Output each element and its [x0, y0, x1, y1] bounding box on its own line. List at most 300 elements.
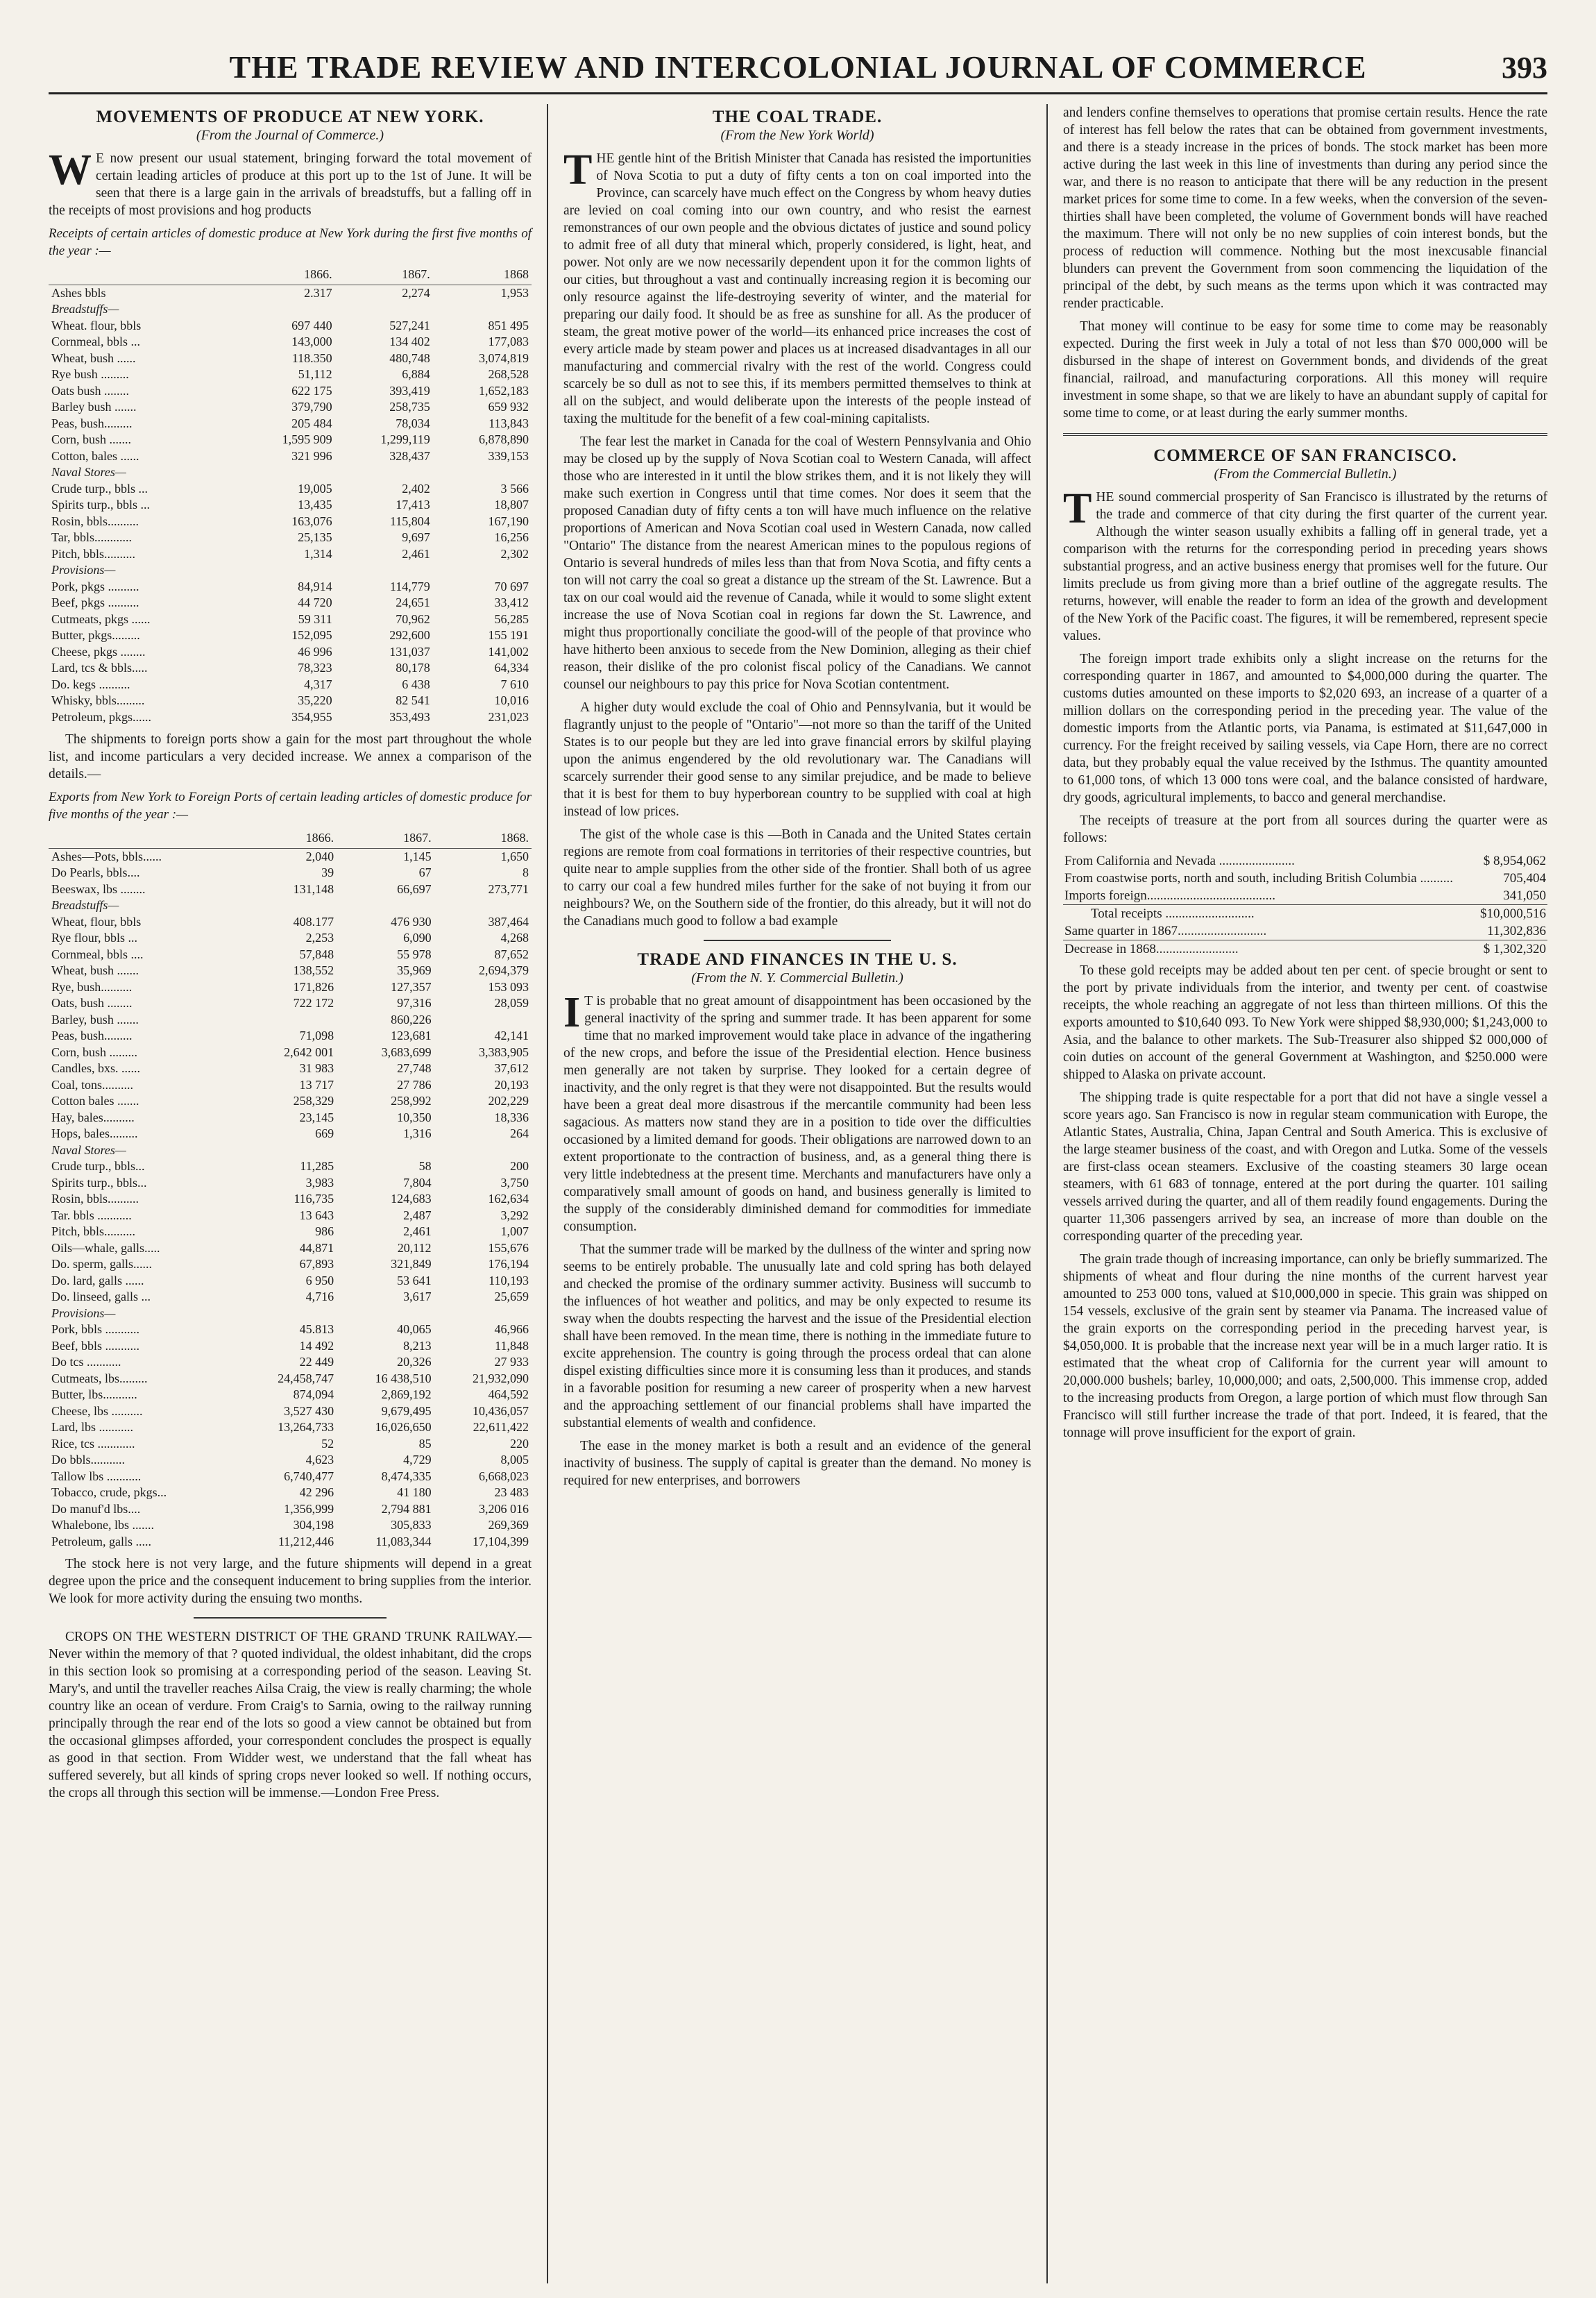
table-row: [1063, 922, 1547, 940]
table-row: [49, 881, 532, 898]
table-row: [49, 865, 532, 881]
row-label: Do Pearls, bbls....: [51, 865, 140, 879]
row-value: 22,611,422: [473, 1420, 529, 1434]
table-row: [49, 660, 532, 677]
row-value: 11,285: [300, 1159, 334, 1173]
row-value: 141,002: [488, 644, 529, 659]
table-row: [49, 1517, 532, 1534]
article-paragraph: The shipments to foreign ports show a gain for the most part throughout the whole list, and income particulars a very decided increase. We annex a comparison of the details.—: [49, 732, 532, 782]
table-row: [49, 1321, 532, 1338]
table-header-year: 1868.: [434, 829, 532, 848]
row-value: 23,145: [299, 1110, 334, 1124]
paragraph-text: T is probable that no great amount of disappointment has been occasioned by the general inactivity of the spring and summer trade. It has been apparent for some time that no marked improvement would take place in advance of the ingathering of the new crops, and before the issue of the Presidential election. Hence business men generally are not taken by surprise. They looked for a certain degree of inactivity, and the only regret is that they were not disappointed. But the results would have been a great deal more disastrous if the mercantile community had been less sagacious. As matters now stand they are in a position to tide over the difficulties occasioned by a limited demand for goods. Their obligations are narrowed down to an extent proportionate to the contraction of business, and, as a general thing there is very little indebtedness at the present time. Merchants and manufacturers have only a comparatively small amount of goods on hand, and business generally is limited to the supply of the considerably diminished demand for commodities for immediate consumption.: [563, 994, 1031, 1234]
row-value: 1,595 909: [282, 432, 332, 446]
row-value: 231,023: [488, 709, 529, 724]
row-label: Cotton, bales ......: [51, 448, 139, 463]
table-row: [1063, 870, 1547, 887]
table-row: [49, 644, 532, 661]
row-value: 1,652,183: [479, 383, 529, 398]
row-value: 18,807: [494, 498, 529, 512]
drop-cap: T: [1063, 485, 1092, 532]
row-value: 3 566: [500, 481, 529, 496]
row-value: 986: [315, 1224, 334, 1238]
article-paragraph: The grain trade though of increasing importance, can only be briefly summarized. The shipments of wheat and flour during the nine months of the current harvest year amounted to 253 000 tons, valued at $10,000,000 in specie. This grain was shipped on 154 vessels, exclusive of the grain sent by steamer via Panama. The increased value of the grain exports on the corresponding period in the preceding harvest year, is $4,050,000. It is probable that the increase next year will be in a much larger ratio. It is estimated that the wheat crop of California for the current year will amount to 20,000.000 bushels; barley, 10,000,000; and oats, 2,500,000. This immense crop, added to the increasing products from Oregon, a large portion of which must flow through San Francisco will still further increase the trade of that port. Indeed, it is feared, that the tonnage will prove insufficient for the export of grain.: [1063, 1252, 1547, 1440]
row-value: 13 717: [299, 1077, 334, 1092]
row-label: Breadstuffs—: [51, 302, 119, 316]
row-value: [433, 562, 532, 579]
table-row: [49, 432, 532, 448]
row-label: Tallow lbs ...........: [51, 1469, 142, 1483]
row-label: Cheese, pkgs ........: [51, 644, 146, 659]
table-row: [49, 1061, 532, 1077]
row-value: 2,402: [402, 481, 430, 496]
row-label: Corn, bush .......: [51, 432, 132, 446]
row-label: Cornmeal, bbls ...: [51, 335, 140, 348]
table-row: [49, 1175, 532, 1192]
row-value: 1,299,119: [380, 432, 430, 446]
table-header-row: [49, 829, 532, 848]
running-head: [49, 49, 1547, 94]
row-value: 35,969: [397, 963, 432, 977]
row-value: [335, 464, 433, 481]
row-value: [236, 301, 334, 318]
article-source: (From the N. Y. Commercial Bulletin.): [691, 970, 903, 986]
table-row: [1063, 852, 1547, 870]
row-value: 851 495: [488, 318, 529, 332]
article-source: (From the Journal of Commerce.): [196, 128, 384, 143]
table-row: [49, 1191, 532, 1208]
row-value: 476 930: [391, 914, 432, 929]
row-value: 408.177: [293, 914, 334, 929]
table-row: [49, 914, 532, 931]
row-value: 20,326: [397, 1355, 432, 1369]
row-value: 6,740,477: [284, 1469, 334, 1483]
row-value: 4,716: [305, 1290, 334, 1303]
running-title: THE TRADE REVIEW AND INTERCOLONIAL JOURNAL OF COMMERCE: [229, 49, 1367, 85]
row-label: Same quarter in 1867...........................: [1064, 924, 1267, 938]
row-label: Candles, bxs. ......: [51, 1061, 140, 1075]
table-row: [49, 481, 532, 498]
row-value: 205 484: [291, 416, 332, 430]
row-value: 8,474,335: [381, 1469, 432, 1483]
article-paragraph: The gist of the whole case is this —Both in Canada and the United States certain regions are remote from coal formations in territories of their respective countries, but quite near to ample supplies from the other side of the frontier. Shall both of us agree to carry our coal a few hundred miles further for the sake of not buying it from our neighbours? We, on the Southern side of the frontier, do this already, but it will not do the Canadians much good to follow a bad example: [563, 827, 1031, 929]
row-value: 17,104,399: [473, 1534, 529, 1548]
row-value: 3,074,819: [479, 350, 529, 365]
row-label: Petroleum, galls .....: [51, 1534, 151, 1548]
row-value: 2,274: [402, 285, 430, 300]
row-label: Beef, bbls ...........: [51, 1338, 139, 1353]
row-value: 480,748: [389, 350, 430, 365]
row-label: Whisky, bbls.........: [51, 693, 145, 707]
row-value: 4,317: [304, 677, 332, 691]
article-heading-trade-finances: TRADE AND FINANCES IN THE U. S.: [637, 950, 958, 969]
row-value: 697 440: [291, 318, 332, 332]
drop-cap: I: [563, 989, 581, 1036]
row-value: 14 492: [299, 1338, 334, 1353]
row-label: Breadstuffs—: [51, 898, 119, 912]
row-value: 2,040: [305, 849, 334, 863]
row-value: $ 8,954,062: [1483, 854, 1546, 868]
row-value: 40,065: [397, 1322, 432, 1336]
row-label: Oils—whale, galls.....: [51, 1240, 160, 1255]
row-label: Do. kegs ..........: [51, 677, 130, 691]
row-value: 57,848: [299, 947, 334, 961]
row-value: 153 093: [488, 979, 529, 994]
row-value: 18,336: [494, 1110, 529, 1124]
table-header-label: [49, 829, 239, 848]
row-value: 143,000: [291, 335, 332, 348]
row-value: 155,676: [488, 1240, 529, 1255]
row-label: Butter, lbs...........: [51, 1387, 137, 1401]
row-value: 6 438: [402, 677, 430, 691]
receipts-table: [49, 265, 532, 725]
table-row: [49, 562, 532, 579]
row-value: 1,953: [500, 285, 529, 300]
row-value: 379,790: [291, 400, 332, 414]
row-label: Cotton bales .......: [51, 1094, 139, 1108]
row-value: 51,112: [298, 367, 332, 381]
table-row: [49, 383, 532, 400]
row-value: 220: [510, 1436, 529, 1451]
row-value: 118.350: [291, 350, 332, 365]
row-value: 39: [321, 865, 334, 879]
row-label: Lard, lbs ...........: [51, 1420, 133, 1434]
row-value: 258,992: [391, 1094, 432, 1108]
row-value: 113,843: [489, 416, 529, 430]
row-value: 46 996: [298, 644, 332, 659]
paragraph-text: HE gentle hint of the British Minister that Canada has resisted the importunities of Nova Scotia to put a duty of fifty cents a ton on coal imported into the Province, can scarcely have much effect on the Congress by whom heavy duties are levied on coal coming into our own country, and who resist the earnest remonstrances of our own people and the obvious dictates of justice and sound policy to admit free of all duty that mineral which, properly considered, is light, heat, and power. Not only are we now necessarily dependent upon it for the common lights of our cities, but throughout a vast and continually increasing region it is becoming our only resource against the life-destroying severity of winter, and the material for preparing our daily food. It should be as free as sunshine for all. As the producer of steam, the great motive power of the world—its enhanced price increases the cost of every article made by steam power and places us at increased disadvantages in all our manufacturing and commercial rivalry with the rest of the world. Congress could scarcely be so dull as not to see this, if its members permitted themselves to think at all on the subject, and would deliberate upon the interests of the people instead of taxing the multitude for the benefit of a few coal-mining capitalists.: [563, 151, 1031, 426]
row-value: 11,302,836: [1487, 924, 1546, 938]
table-row: [49, 1240, 532, 1257]
row-value: 17,413: [396, 498, 430, 512]
row-value: 387,464: [488, 914, 529, 929]
row-value: 6 950: [305, 1273, 334, 1287]
row-value: 6,090: [403, 931, 432, 945]
row-value: 59 311: [298, 611, 332, 626]
article-paragraph: To these gold receipts may be added about ten per cent. of specie brought or sent to the port by private individuals from the interior, and twenty per cent. of coastwise receipts, the whole reaching an aggregate of not less than thirteen millions. Of this the exports amounted to $10,640 093. To New York were shipped $8,930,000; $1,243,000 to Asia, and the balance to other markets. The Sub-Treasurer also shipped $2 000,000 of coin duties on account of the general Government at Washington, and $250.000 were shipped to Alaska on private account.: [1063, 963, 1547, 1082]
article-paragraph: and lenders confine themselves to operations that promise certain results. Hence the rate of interest has fell below the rates that can be obtained from government investments, and there is a steady increase in the prices of bonds. The stock market has been more active during the last week in this line of investments than during any period since the war, and there is no reason to anticipate that there will be any reduction in the present market prices for some time to come. In a few weeks, when the conversion of the seven-thirties shall have been completed, the volume of Government bonds will have reached the maximum. There will not only be no new supplies of coin interest bonds, but the process of reduction will commence. Nothing but the most inexcusable financial blunders can prevent the Government from soon commencing the liquidation of the principal of the debt, by such means as the terms upon which it was contracted may render practicable.: [1063, 105, 1547, 311]
row-label: Cheese, lbs ..........: [51, 1403, 143, 1418]
table-row: [49, 693, 532, 709]
row-value: 78,034: [396, 416, 430, 430]
table-row: [49, 1403, 532, 1420]
table-row: [49, 1387, 532, 1403]
row-value: 2.317: [304, 285, 332, 300]
table-row: [49, 350, 532, 367]
row-value: 3,750: [500, 1175, 529, 1190]
row-value: 25,135: [298, 530, 332, 544]
row-label: Crude turp., bbls ...: [51, 481, 148, 496]
row-value: 258,329: [293, 1094, 334, 1108]
row-value: 1,356,999: [284, 1501, 334, 1516]
row-value: 16 438,510: [375, 1371, 432, 1385]
row-value: 13 643: [299, 1208, 334, 1222]
row-value: 82 541: [396, 693, 430, 707]
row-value: 71,098: [299, 1029, 334, 1042]
row-value: 67: [418, 865, 432, 879]
row-value: [337, 897, 434, 914]
article-heading-coal: THE COAL TRADE.: [712, 108, 883, 126]
row-value: 269,369: [488, 1518, 529, 1532]
row-label: Wheat, flour, bbls: [51, 914, 142, 929]
row-label: Wheat. flour, bbls: [51, 318, 142, 332]
row-label: Lard, tcs & bbls.....: [51, 661, 148, 675]
row-label: Cutmeats, lbs.........: [51, 1371, 148, 1385]
row-value: [335, 301, 433, 318]
row-value: 171,826: [293, 979, 334, 994]
row-value: 155 191: [488, 628, 529, 642]
row-value: 25,659: [494, 1290, 529, 1303]
row-value: 339,153: [488, 448, 529, 463]
row-label: Rice, tcs ............: [51, 1436, 135, 1451]
row-value: 24,458,747: [278, 1371, 334, 1385]
table-header-year: 1866.: [236, 265, 334, 285]
row-value: 64,334: [494, 661, 529, 675]
row-value: 321,849: [391, 1257, 432, 1271]
row-value: 131,148: [293, 881, 334, 896]
row-value: 114,779: [389, 579, 430, 593]
article-intro: [49, 146, 532, 219]
row-value: 127,357: [391, 979, 432, 994]
treasure-receipts-table: [1063, 852, 1547, 958]
table-caption-exports: Exports from New York to Foreign Ports of certain leading articles of domestic produce for five months of the year :—: [49, 790, 532, 822]
row-label: Provisions—: [51, 563, 116, 577]
row-value: 45.813: [299, 1322, 334, 1336]
row-value: 3,983: [305, 1175, 334, 1190]
row-value: [236, 562, 334, 579]
row-value: 3,683,699: [381, 1045, 432, 1059]
row-value: 9,697: [402, 530, 430, 544]
row-label: Barley, bush .......: [51, 1012, 139, 1027]
row-value: [239, 897, 337, 914]
column-1: [49, 104, 548, 2283]
row-label: Wheat, bush ......: [51, 350, 136, 365]
row-value: 328,437: [389, 448, 430, 463]
row-value: 705,404: [1503, 871, 1546, 886]
row-value: 11,083,344: [375, 1534, 432, 1548]
row-value: 31 983: [299, 1061, 334, 1075]
row-value: 3,383,905: [479, 1045, 529, 1059]
row-value: [236, 464, 334, 481]
row-value: 13,435: [298, 498, 332, 512]
row-value: 67,893: [299, 1257, 334, 1271]
row-label: From California and Nevada .......................: [1064, 854, 1295, 868]
row-value: 4,623: [305, 1453, 334, 1467]
row-value: 2,487: [403, 1208, 432, 1222]
row-value: 37,612: [494, 1061, 529, 1075]
table-row: [49, 995, 532, 1012]
row-value: 27 933: [494, 1355, 529, 1369]
row-label: Rosin, bbls..........: [51, 514, 139, 528]
row-value: 464,592: [488, 1387, 529, 1401]
row-value: 860,226: [391, 1012, 432, 1027]
row-label: Naval Stores—: [51, 1142, 126, 1157]
row-value: 42 296: [299, 1485, 334, 1499]
table-row: [49, 1126, 532, 1142]
row-label: Do bbls...........: [51, 1453, 126, 1467]
row-value: 84,914: [298, 579, 332, 593]
table-row: [49, 709, 532, 726]
row-value: [337, 1142, 434, 1159]
row-label: Do manuf'd lbs....: [51, 1501, 141, 1516]
row-value: 1,007: [500, 1224, 529, 1238]
row-value: 163,076: [291, 514, 332, 528]
row-value: 8: [523, 865, 529, 879]
row-value: 305,833: [391, 1518, 432, 1532]
row-value: 162,634: [488, 1192, 529, 1206]
table-row: [49, 1093, 532, 1110]
row-label: Decrease in 1868.........................: [1063, 940, 1475, 958]
article-paragraph: That the summer trade will be marked by the dullness of the winter and spring now seems to be entirely probable. The unusually late and cold spring has both delayed and checked the promise of the ordinary summer activity. Business will succumb to the influences of hot weather and politics, and may be only expected to resume its sway when the doubts respecting the harvest and the issue of the Presidential election shall have been removed. In the mean time, there is nothing in the immediate future to excite apprehension. The country is going through the process ordeal that can alone dispel existing difficulties since more it is consuming less than it produces, and stands in a favorable position for resuming a new career of prosperity when a new harvest and the approaching settlement of our financial problems shall have imparted the substantial elements of wealth and confidence.: [563, 1242, 1031, 1430]
drop-cap: T: [563, 146, 593, 194]
row-value: [433, 464, 532, 481]
row-value: 273,771: [488, 881, 529, 896]
table-row: [49, 979, 532, 996]
table-row: [49, 334, 532, 350]
article-paragraph: The fear lest the market in Canada for the coal of Western Pennsylvania and Ohio may be closed up by the supply of Nova Scotian coal to Western Canada, will affect those who are interested in it until the blow strikes them, and it is not likely they will make such exertion in Congress until that time comes. Nor does it seem that the proposed Canadian duty of fifty cents a ton will have much influence on the relative proportions of American and Nova Scotian coal used in Western Canada, now called "Ontario" The distance from the nearest American mines to the populous regions of Ontario is several hundreds of miles less than that from Nova Scotia, and fifty cents a ton will not carry the coal so great a distance up the stream of the St. Lawrence. But a tax on our coal would aid the revenue of Canada, while it would to some slight extent increase the use of Nova Scotian coal in regions far down the St. Lawrence, and might thus proportionally conciliate the good-will of the people of that province who have hitherto been anxious to secede from the New Dominion, alleging as their chief reason, their dislike of the pro colonist fiscal policy of the Canadians. We cannot counsel our neighbours to pay this price for Nova Scotian contentment.: [563, 434, 1031, 692]
row-value: 1,314: [304, 546, 332, 561]
row-value: [434, 897, 532, 914]
row-value: 53 641: [397, 1273, 432, 1287]
row-value: 56,285: [494, 611, 529, 626]
row-value: 292,600: [389, 628, 430, 642]
row-label: Do. lard, galls ......: [51, 1273, 144, 1287]
table-row: [49, 677, 532, 693]
row-value: 353,493: [389, 709, 430, 724]
row-value: 138,552: [293, 963, 334, 977]
row-value: 116,735: [294, 1192, 334, 1206]
table-row: [1063, 940, 1547, 958]
row-value: 2,253: [305, 931, 334, 945]
row-value: 33,412: [494, 595, 529, 609]
row-label: Imports foreign.......................................: [1064, 888, 1275, 903]
row-label: Petroleum, pkgs......: [51, 709, 151, 724]
table-row: [49, 1045, 532, 1061]
row-value: 393,419: [389, 383, 430, 398]
row-value: 669: [315, 1126, 334, 1140]
article-paragraph: The stock here is not very large, and the future shipments will depend in a great degree upon the price and the consequent inducement to bring supplies from the interior. We look for more activity during the ensuing two months.: [49, 1557, 532, 1606]
row-value: 123,681: [391, 1029, 432, 1042]
row-value: [337, 1306, 434, 1322]
table-row: [49, 1273, 532, 1290]
table-row: [49, 1289, 532, 1306]
row-label: Wheat, bush .......: [51, 963, 139, 977]
row-value: [434, 1012, 532, 1029]
row-value: 7 610: [500, 677, 529, 691]
row-value: 110,193: [489, 1273, 529, 1287]
table-row: [49, 1110, 532, 1126]
row-value: 304,198: [293, 1518, 334, 1532]
table-row: [49, 1469, 532, 1485]
row-value: 177,083: [488, 335, 529, 348]
table-row: [49, 1028, 532, 1045]
column-3: [1048, 104, 1547, 2283]
table-header-year: 1868: [433, 265, 532, 285]
table-row: [49, 301, 532, 318]
row-label: Coal, tons..........: [51, 1077, 134, 1092]
table-row: [49, 848, 532, 865]
row-value: 2,869,192: [381, 1387, 432, 1401]
table-row: [49, 595, 532, 611]
table-row: [49, 1371, 532, 1387]
row-value: 22 449: [299, 1355, 334, 1369]
row-value: 87,652: [494, 947, 529, 961]
page-number: 393: [1502, 51, 1547, 85]
table-row: [49, 514, 532, 530]
exports-table: [49, 829, 532, 1550]
row-value: 321 996: [291, 448, 332, 463]
table-row: [49, 627, 532, 644]
row-value: 258,735: [389, 400, 430, 414]
row-label: Spirits turp., bbls ...: [51, 498, 151, 512]
row-label: Ashes bbls: [51, 285, 106, 300]
row-label: Cutmeats, pkgs ......: [51, 611, 151, 626]
row-value: 58: [418, 1159, 432, 1173]
table-row: [1063, 905, 1547, 923]
table-row: [49, 579, 532, 595]
paragraph-text: HE sound commercial prosperity of San Francisco is illustrated by the returns of the trade and commerce of that city during the first quarter of the current year. Although the winter season usually exhibits a falling off in general trade, yet a comparison with the returns for the corresponding period in preceding years shows substantial progress, and an active business energy that promises well for the future. Our limits preclude us from giving more than a brief outline of the aggregate results. The returns, however, will enable the reader to form an idea of the growth and development of the New York of the Pacific coast. The figures, it will be remembered, represent specie values.: [1063, 490, 1547, 643]
table-row: [49, 1077, 532, 1094]
row-label: Total receipts ...........................: [1063, 905, 1475, 923]
divider: [704, 940, 891, 941]
row-value: [434, 1306, 532, 1322]
row-value: $10,000,516: [1475, 905, 1547, 923]
row-value: 55 978: [397, 947, 432, 961]
row-value: 527,241: [389, 318, 430, 332]
row-value: 21,932,090: [473, 1371, 529, 1385]
row-value: 16,256: [494, 530, 529, 544]
row-label: Hops, bales.........: [51, 1126, 138, 1140]
row-value: [239, 1306, 337, 1322]
row-value: 44,871: [299, 1240, 334, 1255]
table-caption-receipts: Receipts of certain articles of domestic produce at New York during the first five months of the year :—: [49, 226, 532, 258]
table-row: [49, 1419, 532, 1436]
article-paragraph: The ease in the money market is both a result and an evidence of the general inactivity of business. The supply of capital is greater than the demand. No money is required for new enterprises, and borrowers: [563, 1439, 1031, 1488]
table-row: [49, 947, 532, 963]
row-value: [434, 1142, 532, 1159]
row-value: 20,193: [494, 1077, 529, 1092]
table-row: [49, 318, 532, 335]
row-value: $ 1,302,320: [1475, 940, 1547, 958]
row-value: 202,229: [488, 1094, 529, 1108]
row-label: Oats bush ........: [51, 383, 129, 398]
row-value: 80,178: [396, 661, 430, 675]
row-label: Butter, pkgs.........: [51, 628, 140, 642]
table-row: [49, 530, 532, 546]
row-value: 70 697: [494, 579, 529, 593]
article-paragraph: The shipping trade is quite respectable for a port that did not have a single vessel a score years ago. San Francisco is now in regular steam communication with Europe, the Atlantic States, Australia, China, Japan Central and South America. This is exclusive of the large steamer business of the coast, and with Oregon and Lutka. Some of the vessels are first-class ocean steamers. Exclusive of the coasting steamers 30 large ocean steamers, with 61 683 of tonnage, entered at the port during the quarter. 101 sailing vessels arrived during the quarter, and all of them readily found engagements. During the quarter 11,306 passengers arrived by sea, an increase of more than double on the corresponding quarter of the preceding year.: [1063, 1090, 1547, 1244]
article-heading-san-francisco: COMMERCE OF SAN FRANCISCO.: [1153, 446, 1457, 465]
table-row: [49, 1158, 532, 1175]
row-label: Rosin, bbls..........: [51, 1192, 139, 1206]
table-row: [49, 1012, 532, 1029]
article-source: (From the Commercial Bulletin.): [1214, 466, 1397, 482]
receipts-table-body: [49, 285, 532, 725]
table-row: [49, 1338, 532, 1355]
row-label: From coastwise ports, north and south, including British Columbia ..........: [1064, 871, 1453, 886]
row-value: 10,436,057: [473, 1403, 529, 1418]
row-value: 78,323: [298, 661, 332, 675]
row-value: 20,112: [397, 1240, 432, 1255]
row-label: Oats, bush ........: [51, 996, 133, 1010]
table-header-row: [49, 265, 532, 285]
row-value: 97,316: [397, 996, 432, 1010]
row-label: Ashes—Pots, bbls......: [51, 849, 162, 863]
row-label: Tobacco, crude, pkgs...: [51, 1485, 167, 1499]
row-value: 200: [510, 1159, 529, 1173]
row-label: Naval Stores—: [51, 465, 126, 479]
row-value: 4,268: [500, 931, 529, 945]
